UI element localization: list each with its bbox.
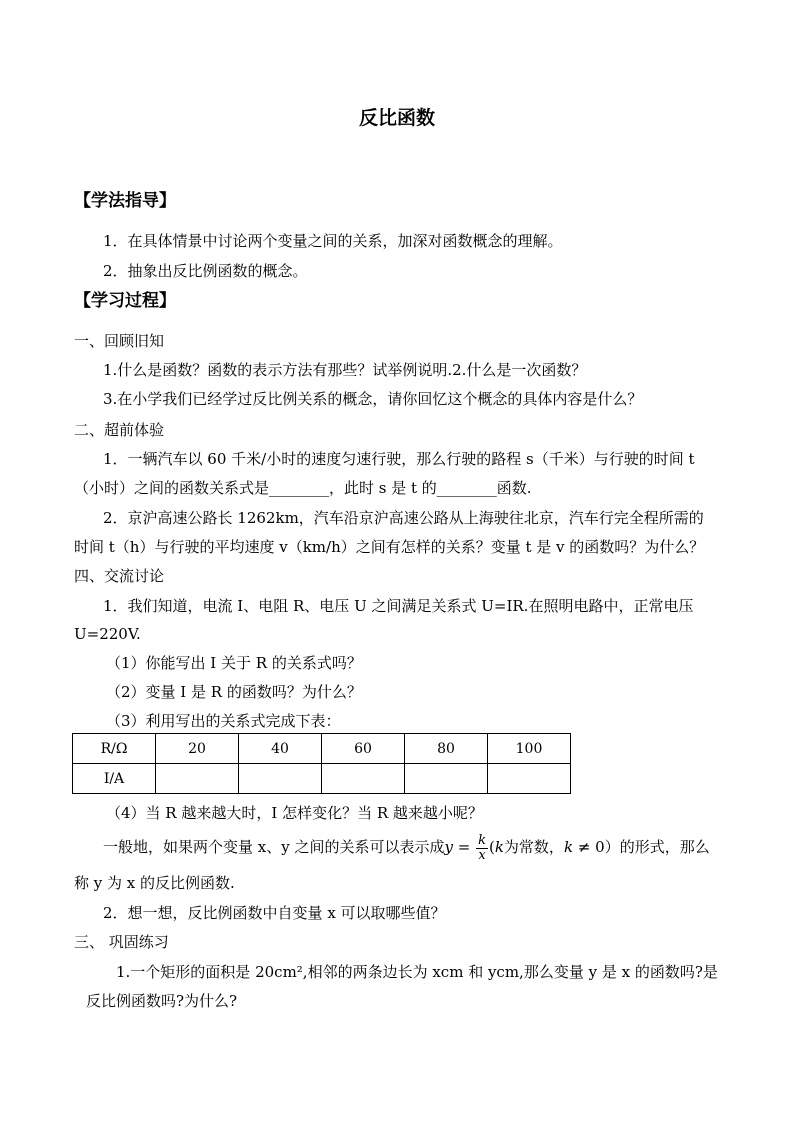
preview-question-1-line1: 1．一辆汽车以 60 千米/小时的速度匀速行驶，那么行驶的路程 s（千米）与行驶的时间 t [103, 450, 695, 468]
formula-not-equal: ≠ 0 [573, 838, 605, 856]
heading-study-method: 【学法指导】 [74, 191, 176, 211]
table-cell: 20 [156, 734, 239, 764]
table-cell: 40 [239, 734, 322, 764]
table-cell [488, 764, 571, 794]
discussion-part-2: （2）变量 I 是 R 的函数吗？为什么？ [106, 683, 362, 701]
definition-text: 一般地，如果两个变量 x、y 之间的关系可以表示成 [103, 838, 445, 856]
preview-question-1-line2: （小时）之间的函数关系式是________，此时 s 是 t 的________函数. [74, 479, 532, 497]
review-question-1: 1.什么是函数？函数的表示方法有那些？试举例说明.2.什么是一次函数？ [103, 361, 587, 379]
table-cell [156, 764, 239, 794]
table-row [73, 764, 571, 794]
table-cell: 100 [488, 734, 571, 764]
resistance-current-table [72, 733, 571, 794]
formula-y: y [444, 838, 453, 856]
discussion-question-1-line1: 1．我们知道，电流 I、电阻 R、电压 U 之间满足关系式 U=IR.在照明电路中，正常电压 [103, 597, 694, 615]
discussion-question-1-line2: U=220V. [74, 625, 141, 643]
table-cell [405, 764, 488, 794]
preview-question-2-line2: 时间 t（h）与行驶的平均速度 v（km/h）之间有怎样的关系？变量 t 是 v 的函数吗？为什么？ [74, 538, 705, 556]
table-cell: 80 [405, 734, 488, 764]
discussion-part-3: （3）利用写出的关系式完成下表： [106, 712, 341, 730]
preview-question-2-line1: 2．京沪高速公路长 1262km，汽车沿京沪高速公路从上海驶往北京，汽车行完全程所需的 [103, 509, 704, 527]
section-practice: 三、 巩固练习 [74, 933, 169, 951]
table-cell [239, 764, 322, 794]
formula-fraction [476, 834, 488, 863]
document-title: 反比函数 [358, 107, 435, 129]
discussion-part-4: （4）当 R 越来越大时，I 怎样变化？当 R 越来越小呢？ [106, 804, 483, 822]
heading-study-process: 【学习过程】 [74, 291, 176, 311]
formula-condition: 为常数， [503, 838, 564, 856]
formula-paren: ( [488, 838, 495, 856]
definition-line1 [103, 830, 710, 864]
formula-equals: = [452, 838, 476, 856]
discussion-question-2: 2．想一想，反比例函数中自变量 x 可以取哪些值？ [103, 904, 446, 922]
section-discussion: 四、交流讨论 [74, 567, 165, 585]
formula-k: k [494, 838, 504, 856]
practice-question-1-line1: 1.一个矩形的面积是 20cm²,相邻的两条边长为 xcm 和 ycm,那么变量 y 是 x 的函数吗?是 [116, 963, 718, 981]
table-cell [322, 764, 405, 794]
definition-line2: 称 y 为 x 的反比例函数. [74, 874, 235, 892]
table-cell: I/A [73, 764, 156, 794]
review-question-3: 3.在小学我们已经学过反比例关系的概念，请你回忆这个概念的具体内容是什么？ [103, 390, 643, 408]
table-cell: R/Ω [73, 734, 156, 764]
discussion-part-1: （1）你能写出 I 关于 R 的关系式吗？ [106, 654, 362, 672]
fraction-numerator: k [478, 832, 486, 848]
table-cell: 60 [322, 734, 405, 764]
section-review: 一、回顾旧知 [74, 332, 165, 350]
practice-question-1-line2: 反比例函数吗?为什么? [86, 992, 238, 1010]
method-item-1: 1．在具体情景中讨论两个变量之间的关系，加深对函数概念的理解。 [103, 232, 563, 250]
fraction-denominator: x [478, 847, 486, 863]
table-row [73, 734, 571, 764]
section-preview: 二、超前体验 [74, 421, 165, 439]
method-item-2: 2．抽象出反比例函数的概念。 [103, 262, 308, 280]
definition-text-end: ）的形式，那么 [604, 838, 710, 856]
formula-k2: k [563, 838, 574, 856]
